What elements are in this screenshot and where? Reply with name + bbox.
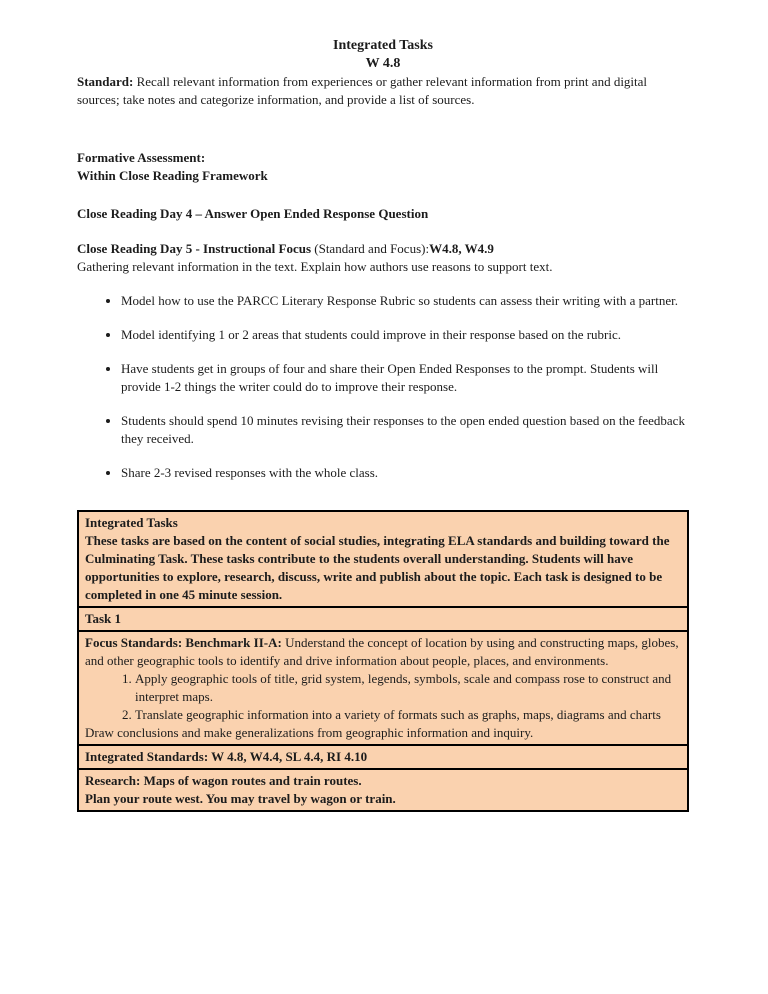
integrated-tasks-table — [77, 510, 689, 812]
bullet-item: • Students should spend 10 minutes revising their responses to the open ended question based on the feedback they received. — [121, 412, 689, 448]
table-row-focus-standards — [78, 631, 688, 745]
formative-assessment-heading: Formative Assessment: — [77, 150, 206, 165]
close-reading-day5-block — [77, 240, 689, 276]
table-row-task — [78, 607, 688, 631]
focus-standards-cell — [78, 631, 688, 745]
standard-label: Standard: — [77, 74, 134, 89]
focus-standards-list — [85, 670, 681, 724]
table-row-research — [78, 769, 688, 811]
close-reading-day4-heading: Close Reading Day 4 – Answer Open Ended Response Question — [77, 206, 429, 221]
table-header-title: Integrated Tasks — [85, 515, 178, 530]
formative-assessment-block — [77, 149, 689, 185]
instruction-bullet-list — [77, 292, 689, 482]
day5-heading-bold: Close Reading Day 5 - Instructional Focus — [77, 241, 315, 256]
bullet-item: • Model identifying 1 or 2 areas that students could improve in their response based on the rubric. — [121, 326, 689, 344]
focus-standards-label: Focus Standards: Benchmark II-A: — [85, 635, 282, 650]
task-label-cell: Task 1 — [78, 607, 688, 631]
bullet-item: • Model how to use the PARCC Literary Response Rubric so students can assess their writing with a partner. — [121, 292, 689, 310]
table-row-header — [78, 511, 688, 607]
research-line2: Plan your route west. You may travel by wagon or train. — [85, 791, 396, 806]
formative-assessment-subheading: Within Close Reading Framework — [77, 168, 268, 183]
page-title: Integrated Tasks — [333, 38, 433, 53]
standard-text: Recall relevant information from experiences or gather relevant information from print and digital sources; take notes and categorize information, and provide a list of sources. — [77, 74, 648, 107]
integrated-standards-cell: Integrated Standards: W 4.8, W4.4, SL 4.4, RI 4.10 — [78, 745, 688, 769]
research-line1: Research: Maps of wagon routes and train routes. — [85, 773, 362, 788]
research-cell — [78, 769, 688, 811]
bullet-item: • Have students get in groups of four and share their Open Ended Responses to the prompt. Students will provide 1-2 things the writer could do to improve their response. — [121, 360, 689, 396]
table-header-body: These tasks are based on the content of social studies, integrating ELA standards and building toward the Culminating Task. These tasks contribute to the students overall understanding. Students will have opportunities to explore, research, discuss, write and publish about the topic. Each task is designed to be completed in one 45 minute session. — [85, 533, 670, 602]
integrated-tasks-header-cell — [78, 511, 688, 607]
close-reading-day5-heading — [77, 240, 689, 258]
table-row-integrated-standards — [78, 745, 688, 769]
page-subtitle: W 4.8 — [365, 56, 401, 71]
focus-list-item: 2. Translate geographic information into a variety of formats such as graphs, maps, diagrams and charts — [135, 706, 681, 724]
standard-paragraph — [77, 73, 689, 109]
focus-standards-intro: Understand the concept of location by using and constructing maps, globes, and other geographic tools to identify and drive information about people, places, and environments. — [85, 635, 679, 668]
day5-standards-bold: W4.8, W4.9 — [429, 241, 494, 256]
day5-description: Gathering relevant information in the text. Explain how authors use reasons to support text. — [77, 259, 553, 274]
focus-standards-outro: Draw conclusions and make generalizations from geographic information and inquiry. — [85, 725, 534, 740]
focus-list-item: 1. Apply geographic tools of title, grid system, legends, symbols, scale and compass rose to construct and interpret maps. — [135, 670, 681, 706]
day5-heading-normal: (Standard and Focus): — [314, 241, 430, 256]
bullet-item: • Share 2-3 revised responses with the whole class. — [121, 464, 689, 482]
